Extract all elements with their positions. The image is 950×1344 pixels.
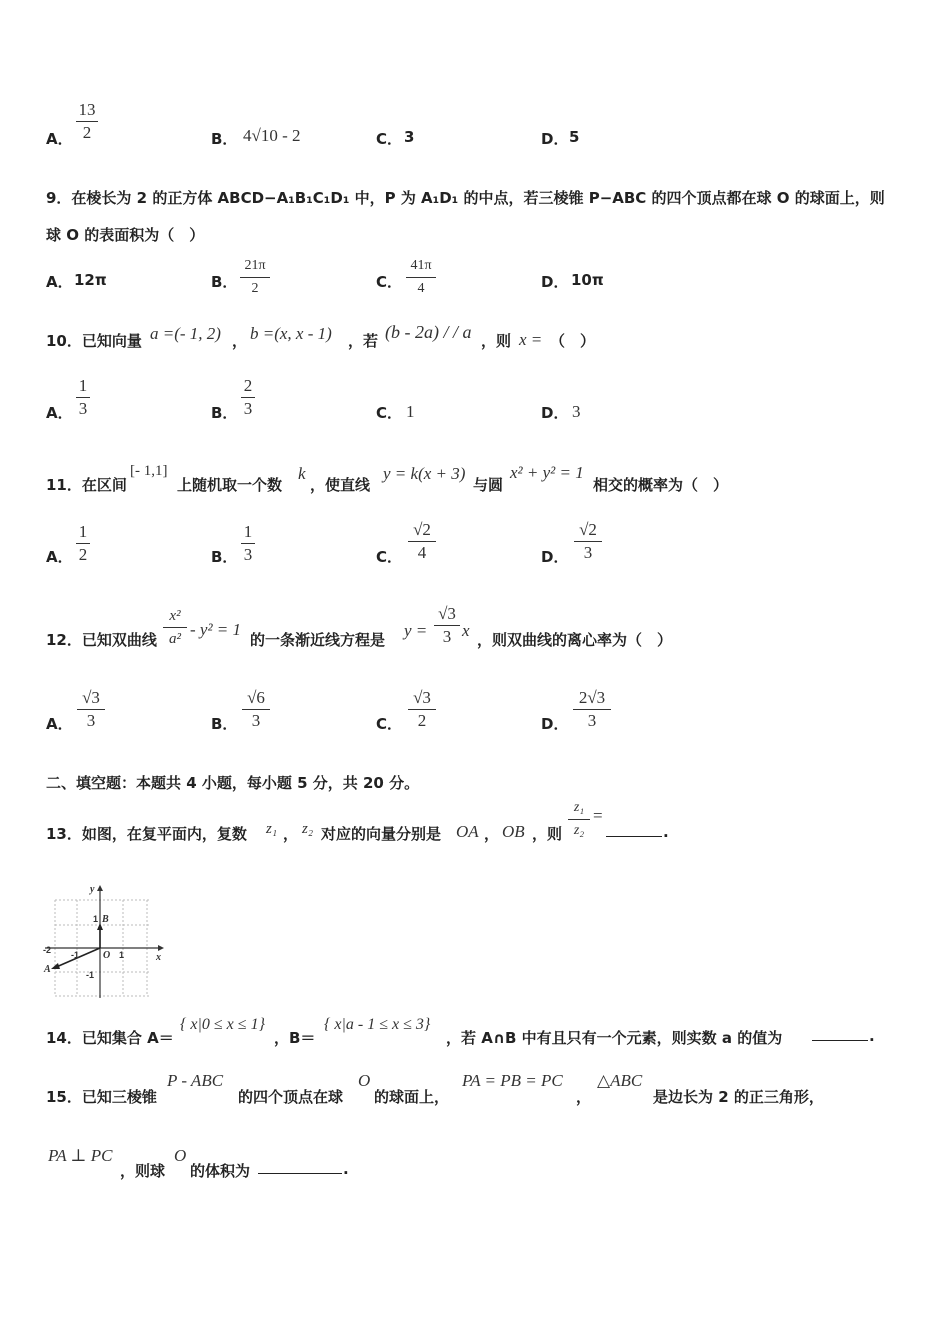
q8-option-a-fraction (76, 100, 98, 143)
q12-option-c-label: C． (376, 715, 403, 733)
q13-ratio-fraction (568, 798, 590, 841)
numerator: 21π (244, 258, 266, 273)
numerator: 41π (410, 258, 432, 273)
q13-vector-ob: OB (502, 822, 525, 841)
q13-vector-oa: OA (456, 822, 479, 841)
q15-comma: ， (576, 1088, 592, 1106)
x-axis-arrow (158, 945, 164, 951)
q11-option-b-fraction (241, 522, 255, 565)
q14-prefix: 14．已知集合 A＝ (46, 1029, 174, 1047)
denominator: 3 (78, 399, 88, 418)
q10-option-d-label: D． (541, 404, 569, 422)
label-y-neg1: -1 (86, 970, 95, 980)
q13-z2: z₂ (302, 821, 314, 837)
q15-pyramid: P - ABC (167, 1071, 224, 1090)
q15-text3: 是边长为 2 的正三角形， (653, 1088, 824, 1106)
numerator: 1 (78, 522, 88, 541)
q14-answer-blank[interactable] (812, 1026, 868, 1041)
q11-option-c-label: C． (376, 548, 403, 566)
denominator: 2 (251, 281, 259, 296)
q10-condition: (b - 2a) / / a (385, 322, 472, 342)
label-a: A (44, 964, 51, 975)
q10-vector-b: b =(x, x - 1) (250, 324, 332, 343)
denominator: 3 (583, 543, 593, 562)
q13-text1: 对应的向量分别是 (321, 825, 442, 843)
q13-answer-blank[interactable] (606, 822, 662, 837)
numerator: √3 (82, 688, 100, 707)
q15-triangle: △ABC (597, 1071, 643, 1090)
q13-period: . (663, 823, 669, 841)
denominator: a² (169, 631, 181, 647)
q12-option-b-fraction (242, 688, 270, 731)
numerator: √3 (413, 688, 431, 707)
q12-option-c-fraction (408, 688, 436, 731)
q10-answer-paren: （ ） (550, 332, 596, 350)
numerator: √3 (438, 604, 456, 623)
q15-answer-blank[interactable] (258, 1159, 342, 1174)
q15-sphere-o2: O (174, 1146, 187, 1165)
q11-k: k (298, 464, 306, 483)
q9-option-c-label: C． (376, 273, 403, 291)
label-x-neg1: -1 (71, 950, 80, 960)
q15-sphere-o: O (358, 1071, 371, 1090)
q12-option-a-fraction (77, 688, 105, 731)
q11-prefix: 11．在区间 (46, 476, 127, 494)
q10-option-d-text: 3 (572, 402, 581, 421)
denominator: 2 (417, 711, 427, 730)
denominator: 3 (243, 399, 253, 418)
denominator: z₂ (573, 823, 585, 838)
q11-interval: [- 1,1] (130, 463, 168, 479)
q15-text2: 的球面上， (374, 1088, 450, 1106)
q14-mid: ，B＝ (274, 1029, 316, 1047)
q13-prefix: 13．如图，在复平面内，复数 (46, 825, 247, 843)
q12-hyperbola-rest: - y² = 1 (190, 620, 242, 639)
q8-option-b-text: 4√10 - 2 (243, 126, 301, 145)
q13-comma: ， (283, 825, 299, 843)
q11-option-a-fraction (76, 522, 90, 565)
q12-asymptote-y: y = (404, 621, 428, 640)
q15-prefix: 15．已知三棱锥 (46, 1088, 157, 1106)
q9-stem-line2: 球 O 的表面积为（ ） (46, 226, 205, 244)
q11-text1: 上随机取一个数 (177, 476, 283, 494)
numerator: x² (169, 608, 181, 624)
q10-option-a-fraction (76, 376, 90, 419)
q9-option-a-text: 12π (74, 271, 107, 289)
q11-line-equation: y = k(x + 3) (383, 464, 466, 483)
q11-option-b-label: B． (211, 548, 238, 566)
label-b: B (102, 914, 109, 925)
q13-z1: z₁ (266, 821, 278, 837)
q12-option-a-label: A． (46, 715, 73, 733)
q11-text2: ，使直线 (310, 476, 371, 494)
q10-x-eq: x = (519, 330, 543, 349)
q11-option-d-label: D． (541, 548, 569, 566)
q9-option-a-label: A． (46, 273, 73, 291)
numerator: √2 (579, 520, 597, 539)
q8-option-c-text: 3 (404, 128, 415, 146)
q10-option-a-label: A． (46, 404, 73, 422)
complex-plane-figure (40, 880, 170, 1002)
q12-prefix: 12．已知双曲线 (46, 631, 157, 649)
q9-option-c-fraction (406, 256, 436, 299)
q9-option-d-label: D． (541, 273, 569, 291)
q13-equals: = (593, 806, 603, 825)
numerator: z₁ (573, 800, 585, 815)
numerator: 2√3 (578, 688, 606, 707)
label-o: O (103, 950, 111, 961)
q14-period: . (869, 1027, 875, 1045)
q10-prefix: 10．已知向量 (46, 332, 142, 350)
q11-option-c-fraction (408, 520, 436, 563)
label-y: y (90, 884, 95, 895)
q14-set-b: { x|a - 1 ≤ x ≤ 3} (324, 1016, 431, 1033)
label-x-neg2: -2 (43, 945, 52, 955)
numerator: √6 (247, 688, 265, 707)
numerator: 1 (243, 522, 253, 541)
q15-perpendicular: PA ⊥ PC (48, 1146, 113, 1165)
q12-option-d-fraction (573, 688, 611, 731)
denominator: 3 (442, 627, 452, 646)
denominator: 3 (86, 711, 96, 730)
q15-text4: ，则球 (120, 1162, 166, 1180)
y-axis-arrow (97, 885, 103, 891)
q12-text2: ，则双曲线的离心率为（ ） (477, 631, 673, 649)
q9-option-b-label: B． (211, 273, 238, 291)
q15-equal-edges: PA = PB = PC (462, 1071, 563, 1090)
denominator: 3 (251, 711, 261, 730)
denominator: 2 (78, 545, 88, 564)
q8-option-d-text: 5 (569, 128, 580, 146)
q9-option-d-text: 10π (571, 271, 604, 289)
q9-option-b-fraction (240, 256, 270, 299)
q10-option-c-label: C． (376, 404, 403, 422)
q15-text1: 的四个顶点在球 (238, 1088, 344, 1106)
q8-option-b-label: B． (211, 130, 238, 148)
vector-oa-arrow (51, 963, 60, 969)
q13-text2: ，则 (532, 825, 563, 843)
numerator: 2 (243, 376, 253, 395)
q8-option-c-label: C． (376, 130, 403, 148)
q10-mid: ，若 (348, 332, 379, 350)
denominator: 4 (417, 543, 427, 562)
label-x-1: 1 (119, 950, 125, 960)
q12-hyperbola-fraction (163, 606, 187, 649)
denominator: 4 (417, 281, 425, 296)
denominator: 3 (243, 545, 253, 564)
q8-option-a-label: A． (46, 130, 73, 148)
q13-comma2: ， (484, 825, 500, 843)
q12-asymptote-x: x (462, 621, 470, 640)
q10-vector-a: a =(- 1, 2) (150, 324, 221, 343)
q15-text5: 的体积为 (190, 1162, 251, 1180)
q11-option-d-fraction (574, 520, 602, 563)
q11-text3: 与圆 (473, 476, 504, 494)
denominator: 2 (82, 123, 92, 142)
q11-option-a-label: A． (46, 548, 73, 566)
numerator: 1 (78, 376, 88, 395)
q12-option-b-label: B． (211, 715, 238, 733)
q8-option-d-label: D． (541, 130, 569, 148)
q14-set-a: { x|0 ≤ x ≤ 1} (180, 1016, 265, 1033)
q10-option-b-fraction (241, 376, 255, 419)
q12-text1: 的一条渐近线方程是 (250, 631, 386, 649)
q11-circle-equation: x² + y² = 1 (510, 463, 584, 482)
q15-period: . (343, 1160, 349, 1178)
numerator: 13 (78, 100, 96, 119)
q9-stem-line1: 9．在棱长为 2 的正方体 ABCD−A₁B₁C₁D₁ 中，P 为 A₁D₁ 的中点，若三棱锥 P−ABC 的四个顶点都在球 O 的球面上，则 (46, 189, 885, 207)
section-2-heading: 二、填空题：本题共 4 小题，每小题 5 分，共 20 分。 (46, 774, 420, 792)
numerator: √2 (413, 520, 431, 539)
label-x: x (156, 952, 161, 963)
q10-option-c-text: 1 (406, 402, 415, 421)
denominator: 3 (587, 711, 597, 730)
q12-asymptote-fraction (434, 604, 460, 647)
q10-option-b-label: B． (211, 404, 238, 422)
q11-text4: 相交的概率为（ ） (593, 476, 729, 494)
label-y-1: 1 (93, 914, 99, 924)
q12-option-d-label: D． (541, 715, 569, 733)
q10-comma: ， (232, 332, 248, 350)
q14-text1: ，若 A∩B 中有且只有一个元素，则实数 a 的值为 (446, 1029, 783, 1047)
q10-then: ，则 (481, 332, 512, 350)
